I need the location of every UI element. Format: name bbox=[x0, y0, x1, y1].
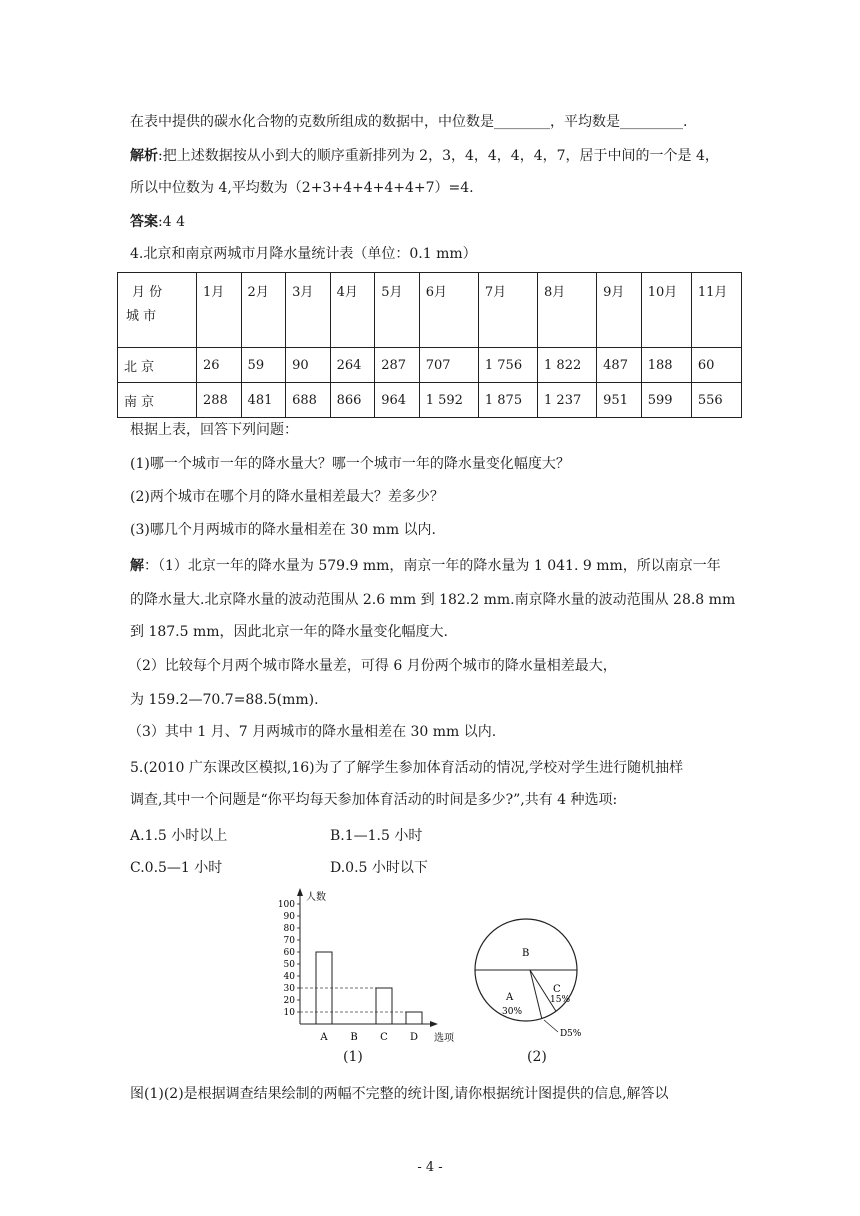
pie-slice-boundary bbox=[530, 970, 542, 1019]
option-c: C.0.5—1 小时 bbox=[130, 860, 223, 876]
table-cell: 964 bbox=[375, 383, 420, 418]
month-header: 8月 bbox=[538, 273, 597, 348]
table-header-row bbox=[118, 273, 742, 348]
month-header: 9月 bbox=[597, 273, 642, 348]
month-header: 2月 bbox=[241, 273, 286, 348]
table-cell: 264 bbox=[330, 348, 375, 383]
table-cell: 90 bbox=[286, 348, 331, 383]
month-header: 10月 bbox=[641, 273, 691, 348]
intro-line: 在表中提供的碳水化合物的克数所组成的数据中，中位数是________，平均数是_________. bbox=[130, 114, 688, 130]
month-header: 7月 bbox=[478, 273, 537, 348]
month-header: 11月 bbox=[691, 273, 741, 348]
table-row bbox=[118, 348, 742, 383]
analysis-label: 解析 bbox=[130, 148, 158, 164]
q4-question-1: (1)哪一个城市一年的降水量大？哪一个城市一年的降水量变化幅度大？ bbox=[130, 456, 570, 472]
city-cell: 南 京 bbox=[118, 383, 197, 418]
bar bbox=[406, 1012, 422, 1024]
answer-line bbox=[130, 212, 185, 232]
analysis-text-1: :把上述数据按从小到大的顺序重新排列为 2，3，4，4，4，4，7，居于中间的一个是 4， bbox=[158, 148, 719, 164]
y-tick-label: 80 bbox=[283, 924, 295, 934]
x-category-label: A bbox=[320, 1032, 328, 1043]
q4-question-3: (3)哪几个月两城市的降水量相差在 30 mm 以内. bbox=[130, 522, 436, 538]
month-header: 6月 bbox=[419, 273, 478, 348]
figure-1-label: (1) bbox=[343, 1049, 363, 1065]
x-category-label: C bbox=[380, 1032, 388, 1043]
y-axis-label: 人数 bbox=[306, 892, 326, 903]
table-cell: 1 756 bbox=[478, 348, 537, 383]
bars bbox=[316, 952, 422, 1024]
table-cell: 1 822 bbox=[538, 348, 597, 383]
q4-title: 4.北京和南京两城市月降水量统计表（单位：0.1 mm） bbox=[130, 246, 477, 262]
slice-d-leader-line bbox=[544, 1020, 558, 1032]
table-cell: 1 237 bbox=[538, 383, 597, 418]
table-cell: 287 bbox=[375, 348, 420, 383]
pie-chart bbox=[470, 914, 600, 1044]
month-header: 1月 bbox=[197, 273, 242, 348]
solution-line-6: （3）其中 1 月、7 月两城市的降水量相差在 30 mm 以内. bbox=[128, 724, 497, 740]
solution-line-2: 的降水量大.北京降水量的波动范围从 2.6 mm 到 182.2 mm.南京降水量的波动范围从 28.8 mm bbox=[130, 592, 736, 608]
table-cell: 866 bbox=[330, 383, 375, 418]
corner-city-label: 城 市 bbox=[126, 309, 157, 324]
y-axis-arrow bbox=[297, 888, 303, 896]
y-tick-label: 100 bbox=[277, 900, 295, 910]
bar-chart bbox=[272, 884, 462, 1048]
month-header: 5月 bbox=[375, 273, 420, 348]
y-tick-label: 90 bbox=[283, 912, 295, 922]
analysis-line-1 bbox=[130, 146, 719, 166]
q4-question-2: (2)两个城市在哪个月的降水量相差最大？差多少？ bbox=[130, 489, 444, 505]
table-cell: 481 bbox=[241, 383, 286, 418]
y-tick-label: 40 bbox=[283, 972, 295, 982]
option-b: B.1—1.5 小时 bbox=[330, 828, 423, 844]
slice-value-c: 15% bbox=[550, 995, 571, 1005]
table-cell: 1 592 bbox=[419, 383, 478, 418]
table-cell: 60 bbox=[691, 348, 741, 383]
rainfall-table bbox=[117, 272, 742, 418]
table-corner-cell bbox=[118, 273, 197, 348]
month-header: 3月 bbox=[286, 273, 331, 348]
slice-value-a: 30% bbox=[502, 1007, 523, 1017]
slice-label-c: C bbox=[553, 984, 561, 995]
table-cell: 188 bbox=[641, 348, 691, 383]
q5-line-1: 5.(2010 广东课改区模拟,16)为了了解学生参加体育活动的情况,学校对学生进行随机抽样 bbox=[130, 760, 684, 776]
y-tick-label: 20 bbox=[283, 996, 295, 1006]
y-tick-label: 60 bbox=[283, 948, 295, 958]
figure-2-label: (2) bbox=[527, 1049, 547, 1065]
x-categories bbox=[319, 1032, 418, 1043]
bar bbox=[316, 952, 332, 1024]
bar bbox=[376, 988, 392, 1024]
y-tick-label: 70 bbox=[283, 936, 295, 946]
q5-line-2: 调查,其中一个问题是“你平均每天参加体育活动的时间是多少?”,共有 4 种选项: bbox=[130, 792, 618, 808]
solution-label: 解 bbox=[130, 558, 144, 574]
answer-text: :4 4 bbox=[158, 214, 185, 230]
page-number: - 4 - bbox=[417, 1160, 443, 1175]
table-row bbox=[118, 383, 742, 418]
y-ticks bbox=[278, 900, 300, 1018]
x-category-label: B bbox=[350, 1032, 358, 1043]
solution-line-4: （2）比较每个月两个城市降水量差，可得 6 月份两个城市的降水量相差最大， bbox=[128, 658, 617, 674]
month-header: 4月 bbox=[330, 273, 375, 348]
solution-line-5: 为 159.2—70.7=88.5(mm). bbox=[130, 692, 319, 708]
table-cell: 556 bbox=[691, 383, 741, 418]
table-cell: 487 bbox=[597, 348, 642, 383]
table-cell: 59 bbox=[241, 348, 286, 383]
q4-prompt: 根据上表，回答下列问题： bbox=[130, 422, 298, 438]
slice-value-d: 5% bbox=[567, 1029, 582, 1039]
table-cell: 26 bbox=[197, 348, 242, 383]
solution-line-3: 到 187.5 mm，因此北京一年的降水量变化幅度大. bbox=[130, 624, 448, 640]
solution-text-1: ：（1）北京一年的降水量为 579.9 mm，南京一年的降水量为 1 041. 9 mm，所以南京一年 bbox=[144, 558, 721, 574]
table-cell: 688 bbox=[286, 383, 331, 418]
q5-bottom-line: 图(1)(2)是根据调查结果绘制的两幅不完整的统计图,请你根据统计图提供的信息,解答以 bbox=[130, 1086, 669, 1102]
table-cell: 707 bbox=[419, 348, 478, 383]
table-cell: 951 bbox=[597, 383, 642, 418]
y-tick-label: 10 bbox=[283, 1008, 295, 1018]
y-tick-label: 30 bbox=[283, 984, 295, 994]
analysis-line-2: 所以中位数为 4,平均数为（2+3+4+4+4+4+7）=4. bbox=[130, 180, 474, 196]
table-cell: 288 bbox=[197, 383, 242, 418]
y-tick-label: 50 bbox=[283, 960, 295, 970]
solution-line-1 bbox=[130, 556, 721, 576]
table-cell: 599 bbox=[641, 383, 691, 418]
x-category-label: D bbox=[409, 1032, 419, 1043]
x-axis-label: 选项 bbox=[434, 1033, 454, 1044]
slice-label-d: D bbox=[560, 1029, 568, 1039]
city-cell: 北 京 bbox=[118, 348, 197, 383]
option-d: D.0.5 小时以下 bbox=[330, 860, 428, 876]
slice-label-b: B bbox=[522, 948, 530, 959]
slice-label-a: A bbox=[506, 992, 514, 1003]
x-axis-arrow bbox=[430, 1021, 438, 1027]
corner-month-label: 月 份 bbox=[132, 285, 163, 300]
option-a: A.1.5 小时以上 bbox=[130, 828, 228, 844]
table-cell: 1 875 bbox=[478, 383, 537, 418]
answer-label: 答案 bbox=[130, 214, 158, 230]
